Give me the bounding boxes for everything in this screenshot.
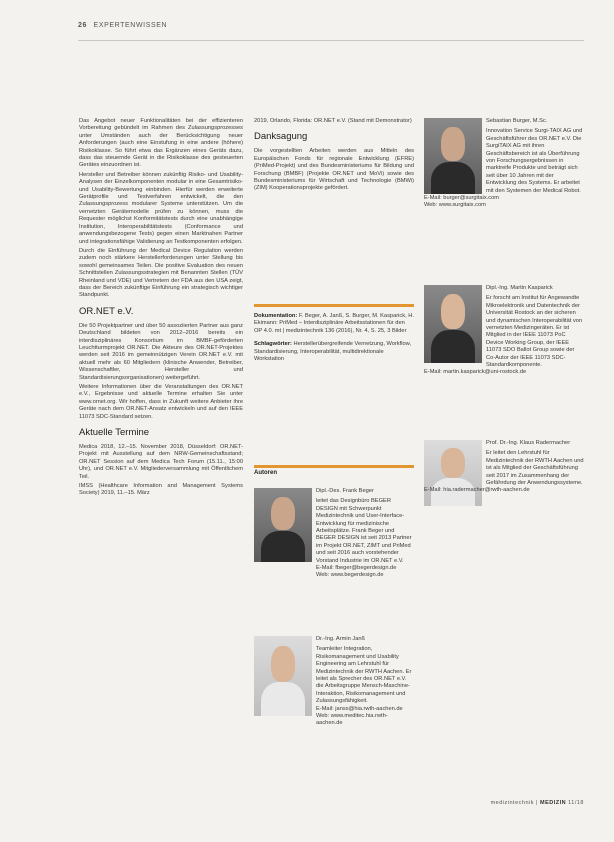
author-photo-janss xyxy=(254,636,312,716)
paragraph: Das Angebot neuer Funktionalitäten bei der effizienteren Vorbereitung gebündelt im Rahmen des Zulassungsprozesses unter Umständen auch der Berücksichtigung neuer Anforderungen (auch eine Einstufung in eine andere (höhere) Risikoklasse. So führt etwa das Ergänzen eines Geräts dazu, dass das steuernde Gerät in die Risikoklasse des gesteuerten Gerätes einzuordnen ist. xyxy=(79,118,243,169)
author-bio-janss xyxy=(316,636,414,728)
author-name: Dipl.-Ing. Martin Kasparick xyxy=(486,285,553,291)
running-header xyxy=(78,22,167,29)
authors-heading: Autoren xyxy=(254,465,414,476)
author-email: E-Mail: janss@hia.rwth-aachen.de xyxy=(316,705,403,712)
author-email: E-Mail: martin.kasparick@uni-rostock.de xyxy=(424,369,527,376)
author-bio-burger xyxy=(424,118,584,210)
paragraph: Die 50 Projektpartner und über 50 assoziierten Partner aus ganz Deutschland bildeten von 2012–2016 bereits ein interdisziplinäres Konsortium im BMBF-geförderten Leuchtturmprojekt OR.NET. Die Akteure des OR.NET-Projektes werden seit 2016 im gemeinnützigen Verein OR.NET e.V. mit aktuell mehr als 60 Mitgliedern (klinische Anwender, Betreiber, Wissenschaftler, Hersteller und Standardisierungsorganisationen) weitergeführt. xyxy=(79,322,243,381)
author-name: Dipl.-Des. Frank Beger xyxy=(316,488,374,494)
author-email: E-Mail: fbeger@begerdesign.de xyxy=(316,565,397,572)
author-name: Dr.-Ing. Armin Janß xyxy=(316,636,365,642)
paragraph: Hersteller und Betreiber können zukünftig Risiko- und Usability-Analysen der Einzelkomponenten modular in eine Gesamtrisiko- und Usability-Bewertung einbinden. Hierfür werden erweiterte Gerätprofile und Testverfahren entwickelt, die den Zulassungsprozess modularer Systeme unterstützen. Um die vernetzten Gerätemodelle prüfen zu können, muss die Requester möglichst Konformitätstests durch eine unabhängige Institution, Interoperabilitätstests (Conformance und anwendungsbezogene Tests) gegen einen Marktnahen Partner und integrationsfähige Validierung an Testkomponenten erfolgen. xyxy=(79,171,243,245)
running-footer: medizintechnik | MEDIZIN 11/18 xyxy=(490,800,584,806)
paragraph: Medica 2018, 12.–15. November 2018, Düsseldorf: OR.NET-Projekt mit Ausstellung auf dem NRW-Gemeinschaftsstand; OR.NET Session auf dem Medica Tech Forum (15.11., 15:00 Uhr), und OR.NET e.V. Mitgliederversammlung mit Öffentlichem Teil. xyxy=(79,444,243,480)
section-title: EXPERTENWISSEN xyxy=(93,22,168,29)
author-text: Innovation Service Surgi-TAIX AG und Geschäftsführer des OR.NET e.V. Die SurgiTAIX AG mit ihren Geschäftsbereich ist als Überführung von Forschungsergebnissen in marktreife Produkte und beträgt sich seit über 10 Jahren mit der Entwicklung des Systems. Er arbeitet mit den Systemen der Medical Robot. xyxy=(486,128,583,194)
author-text: leitet das Designbüro BEGER DESIGN mit Schwerpunkt Medizintechnik und User-Interface-Entwicklung für medizinische Arbeitsplätze. Frank Beger und BEGER DESIGN ist seit 2013 Partner im Projekt OR.NET, ZIMT und PriMed und seit 2016 auch vorstehender Vorstand Industrie im OR.NET e.V. xyxy=(316,498,412,564)
author-photo-beger xyxy=(254,488,312,562)
author-name: Prof. Dr.-Ing. Klaus Radermacher xyxy=(486,440,571,446)
heading-ornet: OR.NET e.V. xyxy=(79,305,134,317)
page-number: 26 xyxy=(78,22,87,29)
author-bio-radermacher xyxy=(424,440,584,495)
author-text: Er forscht am Institut für Angewandte Mikroelektronik und Datentechnik der Universität Rostock an der sicheren und dynamischen Interoperabilität von vernetzten Medizingeräten. Er ist Mitglied in der IEEE 11073 PoC Device Working Group, der IEEE 11073 SDO Ballot Group sowie der Co-Autor der IEEE 11073 SDC-Standardkomponente. xyxy=(486,295,583,369)
heading-danksagung: Danksagung xyxy=(254,131,308,143)
author-web: Web: www.begerdesign.de xyxy=(316,572,384,579)
footer-issue: 11/18 xyxy=(568,800,584,806)
author-web: Web: www.meditec.hia.rwth-aachen.de xyxy=(316,713,388,727)
documentation-text: F. Beger, A. Janß, S. Burger, M. Kasparick, H. Ekimann: PriMed – Interdisziplinäre Arbeitsstationen für den OP 4.0. mt | medizintechnik 136 (2016), Nr. 4, S. 25, 3 Bilder xyxy=(254,313,414,334)
author-text: Teamleiter Integration, Risikomanagement und Usability Engineering am Lehrstuhl für Medizintechnik der RWTH Aachen. Er leitet als Sprecher des OR.NET e.V. die Arbeitsgruppe Mensch-Maschine-Interaktion, Risikomanagement und Zulassungsfähigkeit. xyxy=(316,646,412,705)
author-bio-kasparick xyxy=(424,285,584,377)
keywords-entry xyxy=(254,341,414,363)
header-divider xyxy=(78,40,584,41)
heading-termine: Aktuelle Termine xyxy=(79,427,150,439)
paragraph: Durch die Einführung der Medical Device Regulation werden zudem noch stärkere Herstellerforderungen unter Stellung bis sowohl gemeinsames Teilen. Die positive Evaluation des neuen Schnittstellen Zulassungsstrategien mit Benannten Stellen (TÜV Rheinland und VDE) und Vertretern der FDA aus den USA zeigt, dass der Bereich zukünftige Einführung ein strategisch wichtiger Standpunkt. xyxy=(79,247,243,299)
author-name: Sebastian Burger, M.Sc. xyxy=(486,118,548,124)
footer-magazine: MEDIZIN xyxy=(539,800,567,806)
paragraph: 2019, Orlando, Florida: OR.NET e.V. (Stand mit Demonstrator) xyxy=(254,118,412,124)
column-middle xyxy=(254,118,414,195)
documentation-entry xyxy=(254,313,414,335)
paragraph: IMSS (Healthcare Information and Management Systems Society) 2019, 11.–15. März xyxy=(79,483,243,497)
author-email: E-Mail: hia.radermacher@rwth-aachen.de xyxy=(424,487,530,494)
author-bio-beger xyxy=(316,488,414,580)
documentation-label: Dokumentation: xyxy=(254,313,298,319)
author-text: Er leitet den Lehrstuhl für Medizintechnik der RWTH Aachen und ist als Mitglied der Geschäftsführung seit 2017 im Zusammenhang der Gefährdung der Anwendungssysteme. xyxy=(486,450,584,487)
paragraph: Die vorgestellten Arbeiten werden aus Mitteln des Europäischen Fonds für regionale Entwicklung (EFRE) (PriMed-Projekt) und des Bundesministeriums für Bildung und Forschung (BMBF) (Projekte OR.NET und MoVi) sowie des Bundesministeriums für Wirtschaft und Technologie (BMWi) (ZIM) Kooperationsprojekte gefördert. xyxy=(254,148,414,192)
author-email: E-Mail: burger@surgitaix.com xyxy=(424,195,499,202)
keywords-label: Schlagwörter: xyxy=(254,341,292,348)
footer-journal: medizintechnik xyxy=(490,800,534,806)
documentation-box xyxy=(254,304,414,369)
author-web: Web: www.surgitaix.com xyxy=(424,202,486,209)
keywords-text: Herstellerübergreifende Vernetzung, Workflow, Standardisierung, Interoperabilität, multidirektionale Workstation xyxy=(254,341,412,363)
paragraph: Weitere Informationen über die Veranstaltungen des OR.NET e.V., Ergebnisse und aktuelle Termine erhalten Sie unter www.ornet.org. Wir hoffen, dass in Zukunft weitere Anbieter ihre Geräte nach dem OR.NET-Ansatz entwickeln und auf den IEEE 11073 SDC-Standard setzen. xyxy=(79,384,243,420)
column-left xyxy=(79,118,243,500)
